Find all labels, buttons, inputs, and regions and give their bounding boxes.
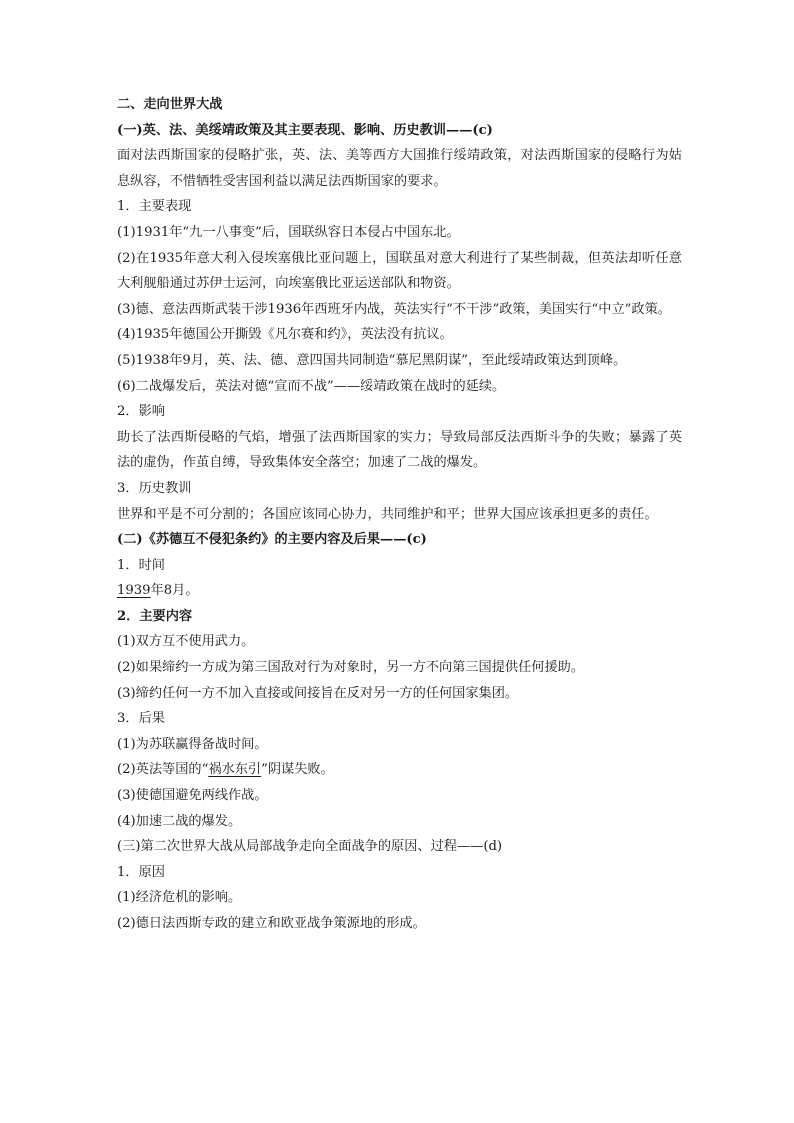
intro-paragraph: 面对法西斯国家的侵略扩张，英、法、美等西方大国推行绥靖政策，对法西斯国家的侵略行为姑息纵容，不惜牺牲受害国利益以满足法西斯国家的要求。 (117, 148, 682, 189)
subheading-time: 1．时间 (117, 557, 165, 573)
heading-world-war-escalation: (三)第二次世界大战从局部战争走向全面战争的原因、过程——(d) (117, 839, 503, 855)
subheading-consequences: 3．后果 (117, 711, 165, 727)
list-item: (3)缔约任何一方不加入直接或间接旨在反对另一方的任何国家集团。 (117, 685, 519, 701)
c2-post: ”阴谋失败。 (261, 762, 334, 778)
heading-appeasement: (一)英、法、美绥靖政策及其主要表现、影响、历史教训——(c) (117, 122, 493, 138)
subheading-lesson: 3．历史教训 (117, 480, 192, 496)
list-item: (4)1935年德国公开撕毁《凡尔赛和约》，英法没有抗议。 (117, 327, 453, 343)
list-item: (1)1931年“九一八事变”后，国联纵容日本侵占中国东北。 (117, 224, 460, 240)
heading-nonaggression-pact: (二)《苏德互不侵犯条约》的主要内容及后果——(c) (117, 532, 427, 548)
list-item: (1)经济危机的影响。 (117, 890, 242, 906)
list-item (117, 757, 682, 783)
list-item: (4)加速二战的爆发。 (117, 813, 242, 829)
impact-paragraph: 助长了法西斯侵略的气焰，增强了法西斯国家的实力；导致局部反法西斯斗争的失败；暴露了英法的虚伪，作茧自缚，导致集体安全落空；加速了二战的爆发。 (117, 429, 682, 471)
subheading-main-content: 2．主要内容 (117, 608, 193, 624)
subheading-main-manifestations: 1．主要表现 (117, 199, 192, 215)
time-rest: 年8月。 (150, 583, 199, 599)
list-item: (1)双方互不使用武力。 (117, 634, 255, 650)
c2-pre: (2)英法等国的“ (117, 762, 209, 778)
list-item: (2)在1935年意大利入侵埃塞俄比亚问题上，国联虽对意大利进行了某些制裁，但英法却听任意大利舰船通过苏伊士运河，向埃塞俄比亚运送部队和物资。 (117, 250, 682, 292)
list-item: (3)德、意法西斯武装干涉1936年西班牙内战，英法实行“不干涉”政策，美国实行“中立”政策。 (117, 301, 671, 317)
list-item: (2)德日法西斯专政的建立和欧亚战争策源地的形成。 (117, 916, 426, 931)
list-item: (3)使德国避免两线作战。 (117, 788, 268, 804)
list-item: (5)1938年9月，英、法、德、意四国共同制造“慕尼黑阴谋”，至此绥靖政策达到顶峰。 (117, 352, 627, 368)
list-item: (1)为苏联赢得备战时间。 (117, 736, 268, 752)
lesson-paragraph: 世界和平是不可分割的；各国应该同心协力，共同维护和平；世界大国应该承担更多的责任。 (117, 506, 658, 522)
subheading-impact: 2．影响 (117, 404, 165, 420)
time-year: 1939 (117, 583, 151, 599)
section-title: 二、走向世界大战 (117, 97, 223, 112)
list-item: (6)二战爆发后，英法对德“宣而不战”——绥靖政策在战时的延续。 (117, 378, 506, 394)
subheading-causes: 1．原因 (117, 864, 165, 880)
c2-underlined: 祸水东引 (208, 762, 262, 778)
document-page (117, 92, 682, 937)
list-item: (2)如果缔约一方成为第三国敌对行为对象时，另一方不向第三国提供任何援助。 (117, 660, 585, 676)
time-value (117, 578, 682, 604)
